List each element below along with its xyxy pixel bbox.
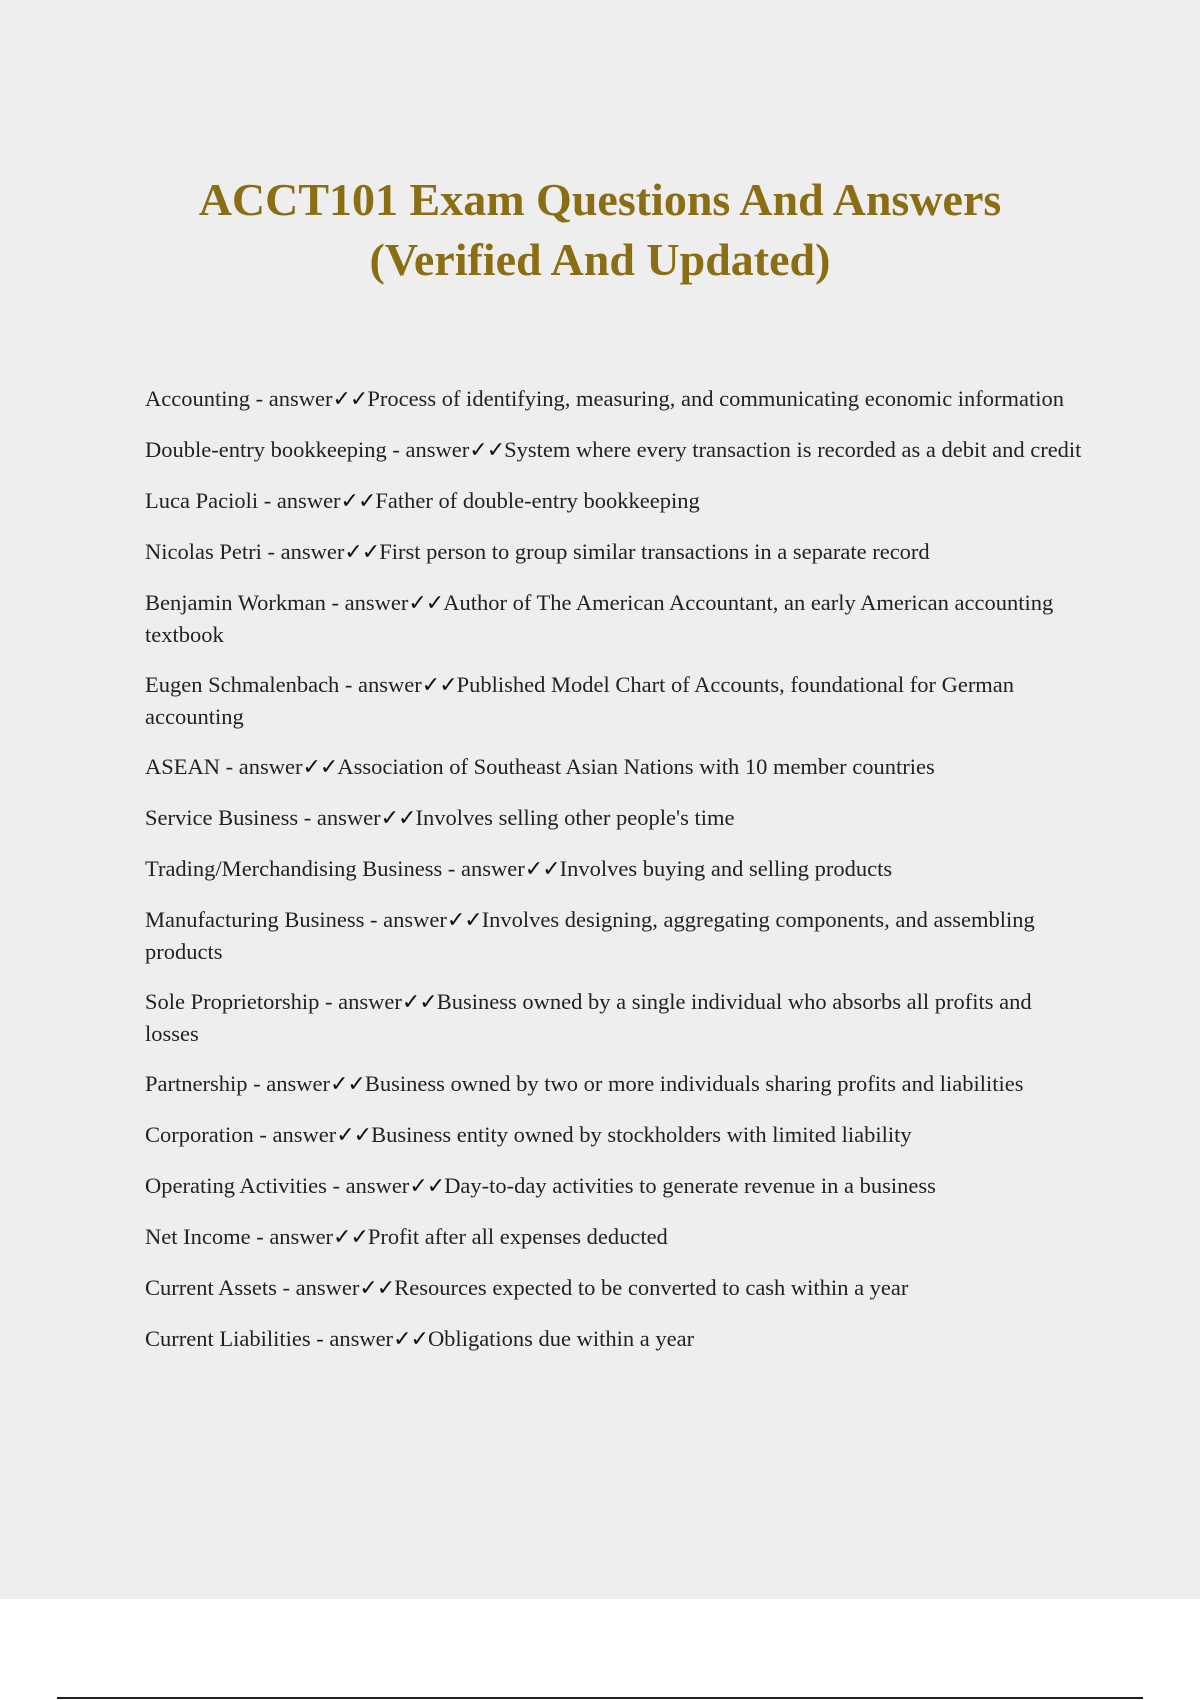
qa-definition: First person to group similar transactions in a separate record bbox=[379, 539, 930, 564]
check-marks-icon: ✓✓ bbox=[332, 387, 368, 412]
qa-definition: Resources expected to be converted to cash within a year bbox=[394, 1275, 909, 1300]
qa-item bbox=[145, 1119, 1085, 1151]
qa-definition: Day-to-day activities to generate revenue in a business bbox=[444, 1173, 936, 1198]
qa-definition: Business entity owned by stockholders with limited liability bbox=[371, 1122, 912, 1147]
qa-item bbox=[145, 802, 1085, 834]
qa-item bbox=[145, 751, 1085, 783]
qa-definition: System where every transaction is recorded as a debit and credit bbox=[504, 437, 1082, 462]
check-marks-icon: ✓✓ bbox=[421, 673, 457, 698]
qa-term: Sole Proprietorship - answer bbox=[145, 989, 402, 1014]
qa-term: Operating Activities - answer bbox=[145, 1173, 410, 1198]
qa-term: Partnership - answer bbox=[145, 1071, 330, 1096]
qa-list bbox=[145, 383, 1085, 1374]
qa-definition: Business owned by two or more individuals sharing profits and liabilities bbox=[364, 1071, 1024, 1096]
qa-term: Accounting - answer bbox=[145, 386, 333, 411]
check-marks-icon: ✓✓ bbox=[333, 1225, 368, 1250]
qa-term: Trading/Merchandising Business - answer bbox=[145, 856, 525, 881]
page-divider bbox=[57, 1697, 1143, 1699]
qa-definition: Profit after all expenses deducted bbox=[367, 1224, 668, 1249]
qa-item bbox=[145, 536, 1085, 568]
qa-item bbox=[145, 485, 1085, 517]
check-marks-icon: ✓✓ bbox=[401, 990, 437, 1015]
check-marks-icon: ✓✓ bbox=[446, 908, 482, 933]
qa-definition: Involves buying and selling products bbox=[559, 856, 893, 881]
qa-term: Eugen Schmalenbach - answer bbox=[145, 672, 422, 697]
check-marks-icon: ✓✓ bbox=[302, 755, 338, 780]
qa-term: ASEAN - answer bbox=[145, 754, 303, 779]
check-marks-icon: ✓✓ bbox=[380, 806, 416, 831]
qa-definition: Process of identifying, measuring, and communicating economic information bbox=[367, 386, 1065, 411]
qa-item bbox=[145, 986, 1085, 1049]
qa-definition: Association of Southeast Asian Nations with 10 member countries bbox=[337, 754, 935, 779]
check-marks-icon: ✓✓ bbox=[336, 1123, 372, 1148]
qa-item bbox=[145, 853, 1085, 885]
qa-term: Manufacturing Business - answer bbox=[145, 907, 447, 932]
check-marks-icon: ✓✓ bbox=[329, 1072, 365, 1097]
qa-item bbox=[145, 669, 1085, 732]
title-line-2: (Verified And Updated) bbox=[369, 234, 831, 285]
qa-term: Double-entry bookkeeping - answer bbox=[145, 437, 470, 462]
qa-item bbox=[145, 434, 1085, 466]
title-line-1: ACCT101 Exam Questions And Answers bbox=[198, 174, 1002, 225]
qa-item bbox=[145, 1170, 1085, 1202]
qa-term: Luca Pacioli - answer bbox=[145, 488, 341, 513]
qa-item bbox=[145, 383, 1085, 415]
qa-item bbox=[145, 1272, 1085, 1304]
check-marks-icon: ✓✓ bbox=[340, 489, 376, 514]
check-marks-icon: ✓✓ bbox=[393, 1327, 428, 1352]
qa-item bbox=[145, 587, 1085, 650]
qa-item bbox=[145, 904, 1085, 967]
check-marks-icon: ✓✓ bbox=[524, 857, 560, 882]
qa-definition: Obligations due within a year bbox=[427, 1326, 695, 1351]
qa-item bbox=[145, 1221, 1085, 1253]
qa-definition: Author of The American Accountant, an early American accounting textbook bbox=[145, 590, 1054, 647]
qa-term: Benjamin Workman - answer bbox=[145, 590, 409, 615]
qa-definition: Published Model Chart of Accounts, foundational for German accounting bbox=[145, 672, 1015, 729]
qa-term: Service Business - answer bbox=[145, 805, 381, 830]
qa-definition: Involves selling other people's time bbox=[415, 805, 735, 830]
qa-definition: Business owned by a single individual who absorbs all profits and losses bbox=[145, 989, 1032, 1046]
check-marks-icon: ✓✓ bbox=[359, 1276, 395, 1301]
check-marks-icon: ✓✓ bbox=[344, 540, 380, 565]
qa-term: Current Assets - answer bbox=[145, 1275, 360, 1300]
check-marks-icon: ✓✓ bbox=[408, 591, 444, 616]
check-marks-icon: ✓✓ bbox=[409, 1174, 445, 1199]
qa-term: Net Income - answer bbox=[145, 1224, 334, 1249]
qa-definition: Father of double-entry bookkeeping bbox=[375, 488, 700, 513]
qa-term: Corporation - answer bbox=[145, 1122, 337, 1147]
document-title bbox=[100, 170, 1100, 290]
qa-term: Nicolas Petri - answer bbox=[145, 539, 345, 564]
qa-term: Current Liabilities - answer bbox=[145, 1326, 394, 1351]
qa-item bbox=[145, 1323, 1085, 1355]
qa-item bbox=[145, 1068, 1085, 1100]
qa-definition: Involves designing, aggregating components, and assembling products bbox=[145, 907, 1035, 964]
check-marks-icon: ✓✓ bbox=[469, 438, 505, 463]
